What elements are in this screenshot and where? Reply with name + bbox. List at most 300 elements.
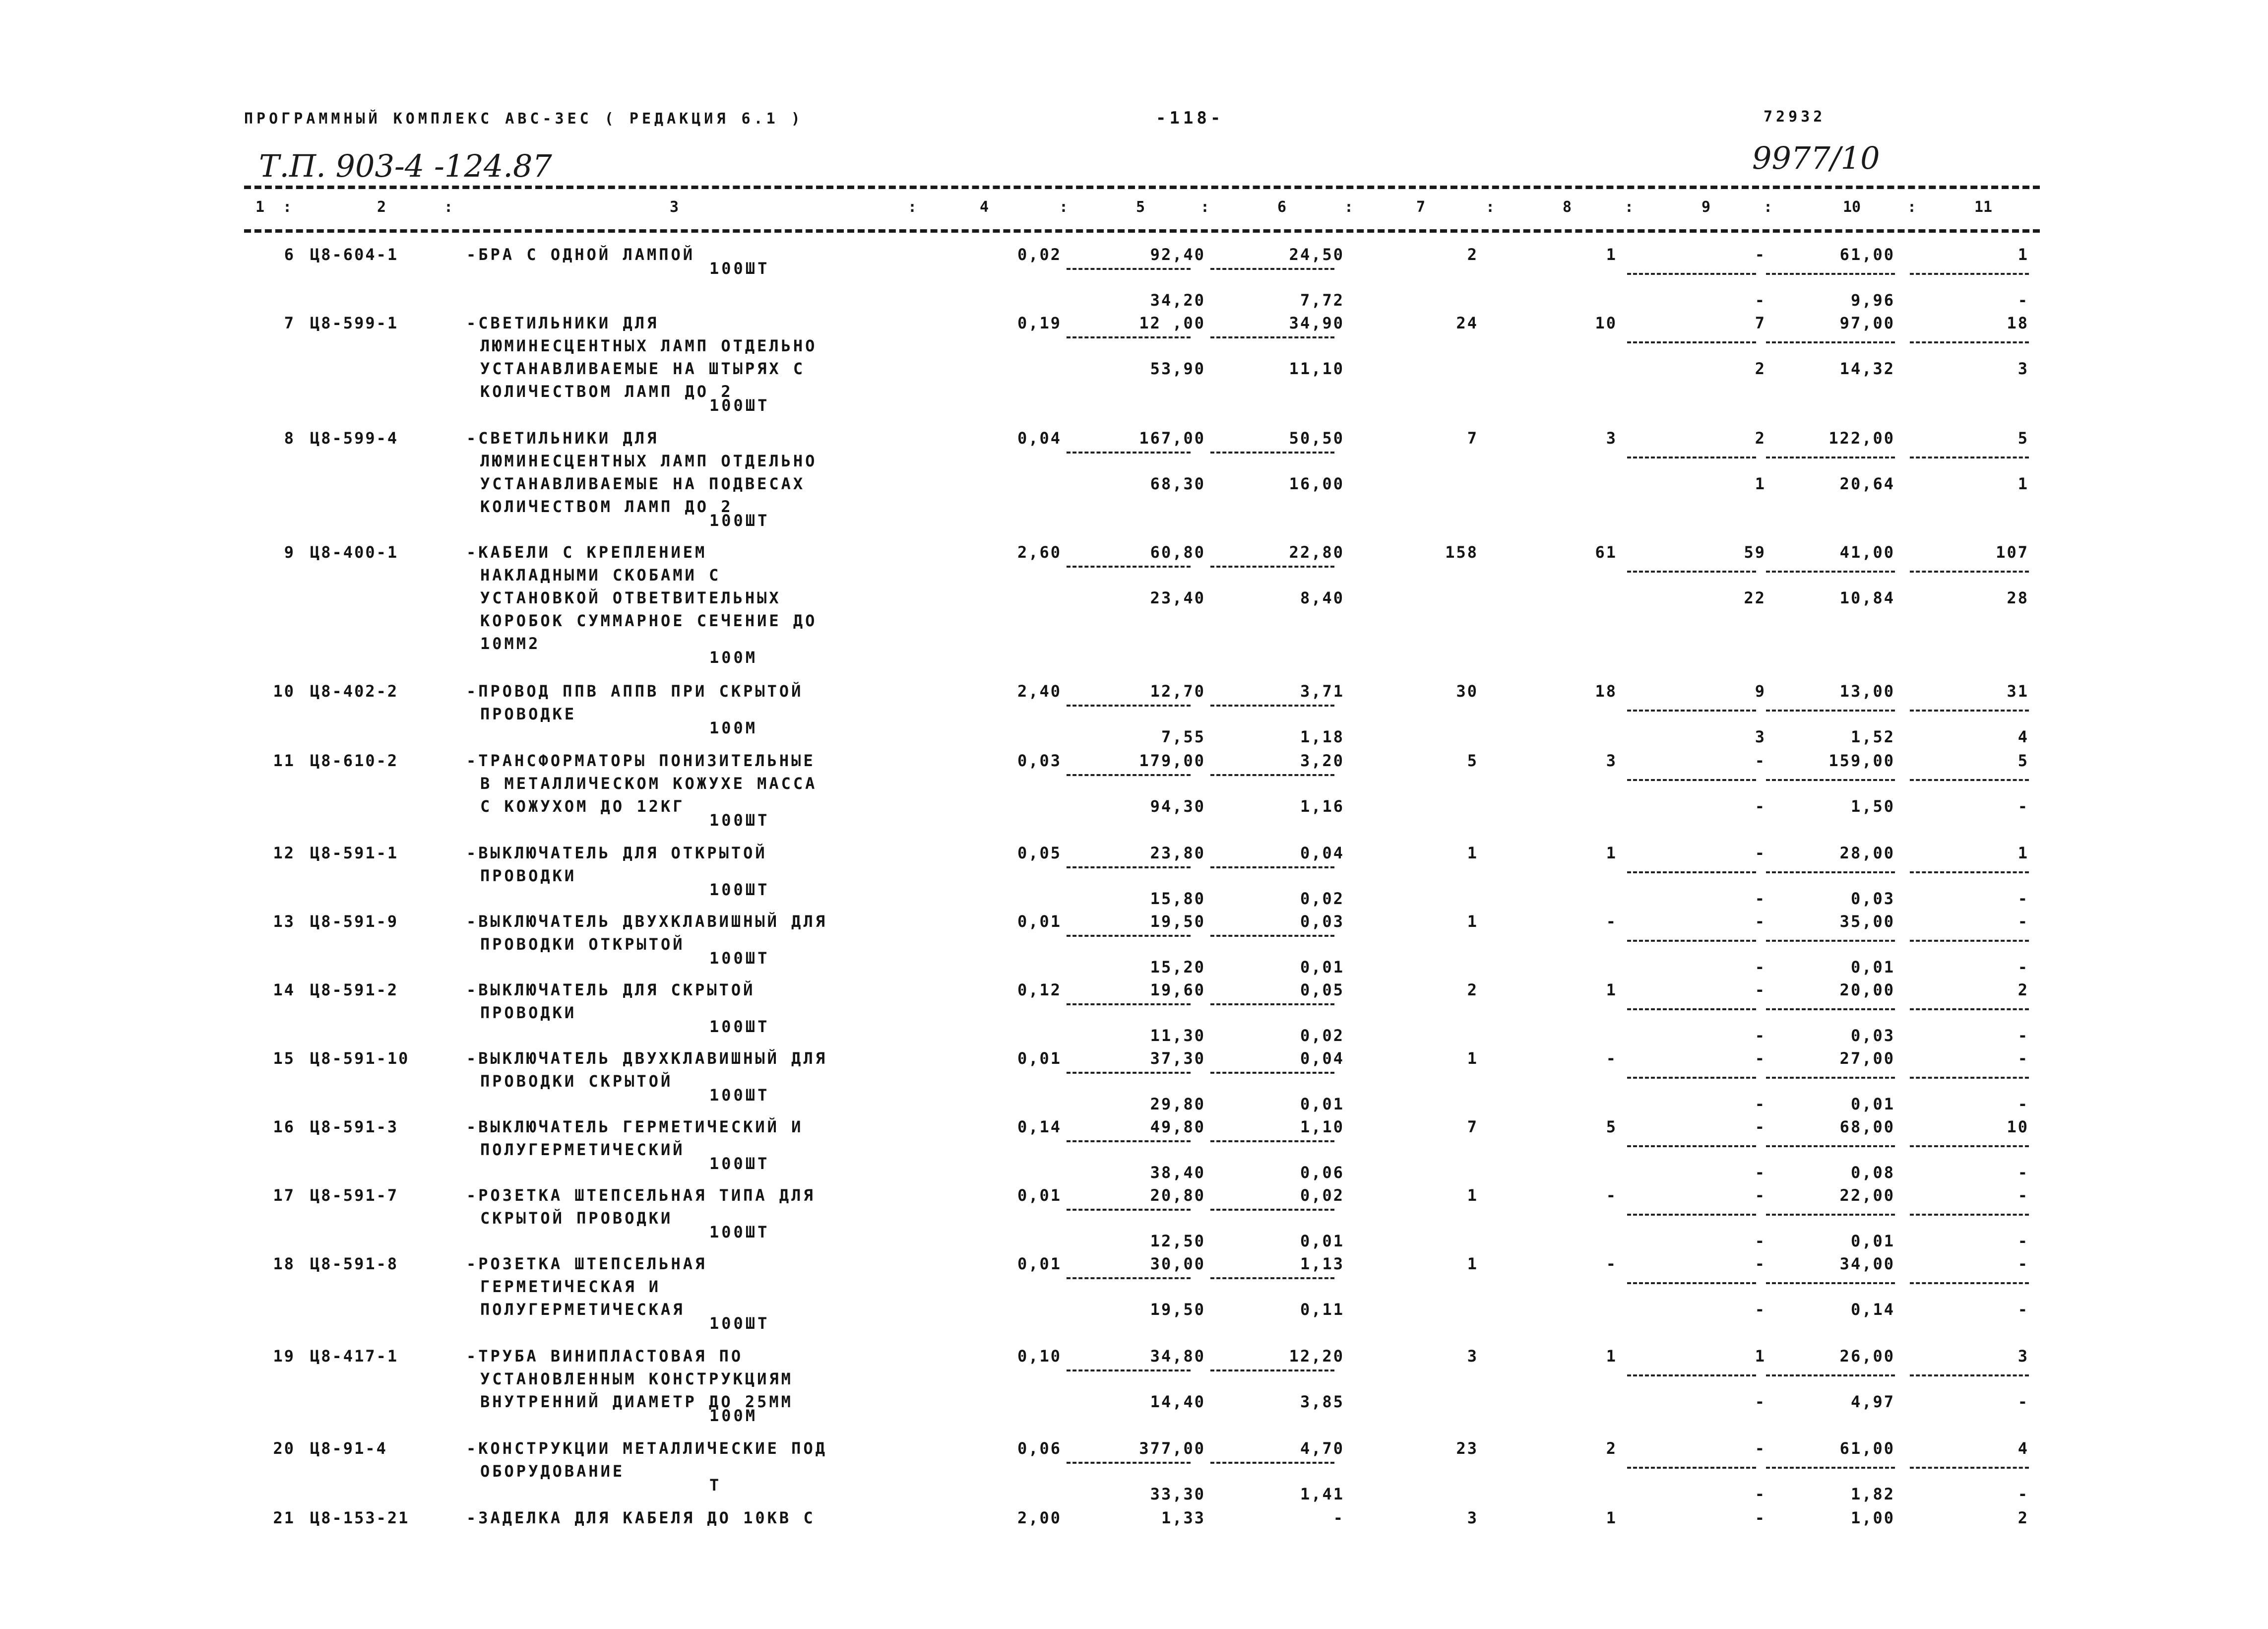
- cell-labor-11: 4: [2017, 727, 2029, 746]
- cell-p5: 179,00: [1139, 751, 1205, 770]
- cell-labor-5: 15,20: [1150, 958, 1205, 977]
- row-number: 12: [273, 844, 295, 862]
- dash-line: [1910, 710, 2029, 712]
- cell-c10: 13,00: [1839, 682, 1895, 701]
- dash-line: [1627, 1077, 1756, 1079]
- column-separator: :: [1344, 198, 1354, 216]
- work-description: -ВЫКЛЮЧАТЕЛЬ ГЕРМЕТИЧЕСКИЙ И: [466, 1117, 804, 1136]
- cell-c8: 1: [1606, 245, 1617, 264]
- column-separator: :: [1059, 198, 1069, 216]
- dash-line: [1067, 1003, 1191, 1005]
- norm-code: Ц8-599-4: [310, 429, 399, 448]
- cell-p6: 4,70: [1300, 1439, 1344, 1458]
- norm-code: Ц8-591-7: [310, 1186, 399, 1205]
- cell-labor-10: 0,03: [1850, 1026, 1895, 1045]
- cell-c11: 10: [2007, 1117, 2029, 1136]
- program-header: ПРОГРАММНЫЙ КОМПЛЕКС АВС-3ЕС ( РЕДАКЦИЯ 6.1 ): [244, 110, 804, 128]
- page-number: -118-: [1156, 108, 1224, 128]
- work-description: ПОЛУГЕРМЕТИЧЕСКАЯ: [480, 1300, 685, 1319]
- cell-c10: 97,00: [1839, 314, 1895, 332]
- cell-c7: 158: [1445, 543, 1478, 562]
- work-description: -ВЫКЛЮЧАТЕЛЬ ДЛЯ СКРЫТОЙ: [466, 980, 756, 999]
- cell-labor-9: -: [1755, 291, 1766, 310]
- cell-c7: 1: [1467, 1254, 1478, 1273]
- cell-c8: 10: [1595, 314, 1617, 332]
- cell-c11: -: [2017, 1049, 2029, 1068]
- cell-p5: 19,50: [1150, 912, 1205, 931]
- cell-labor-5: 33,30: [1150, 1485, 1205, 1503]
- cell-p6: 0,04: [1300, 1049, 1344, 1068]
- dash-line: [1210, 1072, 1334, 1074]
- work-description: ПОЛУГЕРМЕТИЧЕСКИЙ: [480, 1140, 685, 1159]
- cell-c8: 1: [1606, 980, 1617, 999]
- work-description: -РОЗЕТКА ШТЕПСЕЛЬНАЯ ТИПА ДЛЯ: [466, 1186, 816, 1205]
- cell-qty: 0,19: [1017, 314, 1062, 332]
- row-number: 10: [273, 682, 295, 701]
- cell-c9: -: [1755, 1186, 1766, 1205]
- dash-line: [1766, 779, 1895, 781]
- dash-line: [1910, 1282, 2029, 1284]
- dash-line: [1627, 1467, 1756, 1469]
- cell-c10: 68,00: [1839, 1117, 1895, 1136]
- cell-p6: 0,03: [1300, 912, 1344, 931]
- cell-labor-10: 1,82: [1850, 1485, 1895, 1503]
- cell-p5: 30,00: [1150, 1254, 1205, 1273]
- dash-line: [1766, 571, 1895, 573]
- column-number-1: 1: [255, 198, 265, 216]
- column-separator: :: [1764, 198, 1773, 216]
- cell-labor-11: -: [2017, 1392, 2029, 1411]
- work-description: -ЗАДЕЛКА ДЛЯ КАБЕЛЯ ДО 10КВ С: [466, 1508, 816, 1527]
- cell-labor-11: 1: [2017, 474, 2029, 493]
- cell-labor-9: -: [1755, 1026, 1766, 1045]
- row-number: 15: [273, 1049, 295, 1068]
- cell-c11: 5: [2017, 429, 2029, 448]
- cell-c7: 1: [1467, 844, 1478, 862]
- cell-labor-6: 0,01: [1300, 958, 1344, 977]
- cell-labor-10: 0,01: [1850, 1095, 1895, 1113]
- cell-p5: 34,80: [1150, 1347, 1205, 1366]
- cell-c11: -: [2017, 1254, 2029, 1273]
- dash-line: [1910, 940, 2029, 942]
- cell-labor-11: -: [2017, 1485, 2029, 1503]
- work-description: ЛЮМИНЕСЦЕНТНЫХ ЛАМП ОТДЕЛЬНО: [480, 452, 818, 470]
- cell-p6: 34,90: [1289, 314, 1344, 332]
- work-description: -БРА С ОДНОЙ ЛАМПОЙ: [466, 245, 695, 264]
- dash-line: [1627, 940, 1756, 942]
- cell-p5: 12,70: [1150, 682, 1205, 701]
- dash-line: [1210, 866, 1334, 868]
- dash-line: [1067, 935, 1191, 937]
- cell-qty: 0,10: [1017, 1347, 1062, 1366]
- cell-qty: 2,40: [1017, 682, 1062, 701]
- unit-of-measure: 100ШТ: [709, 259, 770, 278]
- work-description: ПРОВОДКИ ОТКРЫТОЙ: [480, 935, 685, 954]
- dash-line: [1627, 1282, 1756, 1284]
- dash-line: [1627, 341, 1756, 343]
- cell-labor-5: 53,90: [1150, 359, 1205, 378]
- cell-c8: 1: [1606, 1347, 1617, 1366]
- row-number: 14: [273, 980, 295, 999]
- work-description: ПРОВОДКИ: [480, 1003, 577, 1022]
- cell-p6: 24,50: [1289, 245, 1344, 264]
- cell-c9: -: [1755, 1254, 1766, 1273]
- cell-c7: 7: [1467, 1117, 1478, 1136]
- cell-c11: 2: [2017, 1508, 2029, 1527]
- cell-qty: 0,06: [1017, 1439, 1062, 1458]
- cell-c8: 2: [1606, 1439, 1617, 1458]
- dash-line: [1067, 566, 1191, 568]
- cell-p6: 22,80: [1289, 543, 1344, 562]
- cell-labor-10: 14,32: [1839, 359, 1895, 378]
- dash-line: [1627, 710, 1756, 712]
- cell-p5: 37,30: [1150, 1049, 1205, 1068]
- cell-c10: 122,00: [1828, 429, 1895, 448]
- work-description: 10ММ2: [480, 634, 541, 653]
- header-rule-bottom: [244, 229, 2040, 233]
- dash-line: [1910, 341, 2029, 343]
- cell-labor-5: 19,50: [1150, 1300, 1205, 1319]
- column-number-9: 9: [1701, 198, 1711, 216]
- cell-c11: 31: [2007, 682, 2029, 701]
- cell-p6: 50,50: [1289, 429, 1344, 448]
- cell-labor-9: -: [1755, 958, 1766, 977]
- cell-labor-11: -: [2017, 1026, 2029, 1045]
- row-number: 21: [273, 1508, 295, 1527]
- column-separator: :: [444, 198, 453, 216]
- cell-p5: 23,80: [1150, 844, 1205, 862]
- cell-c9: 9: [1755, 682, 1766, 701]
- cell-labor-10: 0,01: [1850, 958, 1895, 977]
- dash-line: [1210, 336, 1334, 338]
- cell-c8: 61: [1595, 543, 1617, 562]
- cell-labor-10: 10,84: [1839, 588, 1895, 607]
- dash-line: [1766, 456, 1895, 458]
- row-number: 7: [284, 314, 295, 332]
- dash-line: [1910, 1214, 2029, 1216]
- cell-labor-10: 4,97: [1850, 1392, 1895, 1411]
- cell-qty: 0,12: [1017, 980, 1062, 999]
- dash-line: [1210, 566, 1334, 568]
- dash-line: [1627, 273, 1756, 275]
- work-description: -ТРАНСФОРМАТОРЫ ПОНИЗИТЕЛЬНЫЕ: [466, 751, 816, 770]
- dash-line: [1210, 1462, 1334, 1464]
- cell-c8: -: [1606, 1186, 1617, 1205]
- cell-c9: 59: [1744, 543, 1766, 562]
- cell-c10: 61,00: [1839, 1439, 1895, 1458]
- cell-c7: 2: [1467, 245, 1478, 264]
- dash-line: [1766, 940, 1895, 942]
- cell-c11: -: [2017, 912, 2029, 931]
- work-description: ГЕРМЕТИЧЕСКАЯ И: [480, 1277, 661, 1296]
- cell-labor-10: 0,14: [1850, 1300, 1895, 1319]
- dash-line: [1067, 1369, 1191, 1371]
- cell-p5: 60,80: [1150, 543, 1205, 562]
- cell-labor-6: 0,11: [1300, 1300, 1344, 1319]
- cell-labor-6: 0,02: [1300, 889, 1344, 908]
- work-description: СКРЫТОЙ ПРОВОДКИ: [480, 1209, 673, 1228]
- column-number-7: 7: [1416, 198, 1426, 216]
- cell-labor-9: -: [1755, 1095, 1766, 1113]
- cell-labor-5: 23,40: [1150, 588, 1205, 607]
- cell-c7: 1: [1467, 912, 1478, 931]
- cell-labor-9: -: [1755, 797, 1766, 816]
- dash-line: [1210, 452, 1334, 454]
- cell-labor-9: -: [1755, 889, 1766, 908]
- dash-line: [1910, 1467, 2029, 1469]
- cell-c7: 2: [1467, 980, 1478, 999]
- unit-of-measure: 100М: [709, 718, 758, 737]
- work-description: -РОЗЕТКА ШТЕПСЕЛЬНАЯ: [466, 1254, 707, 1273]
- cell-p6: 0,04: [1300, 844, 1344, 862]
- row-number: 16: [273, 1117, 295, 1136]
- work-description: КОЛИЧЕСТВОМ ЛАМП ДО 2: [480, 382, 733, 401]
- cell-labor-5: 12,50: [1150, 1232, 1205, 1250]
- norm-code: Ц8-402-2: [310, 682, 399, 701]
- cell-labor-9: -: [1755, 1300, 1766, 1319]
- cell-p5: 20,80: [1150, 1186, 1205, 1205]
- unit-of-measure: 100ШТ: [709, 811, 770, 830]
- cell-p5: 1,33: [1161, 1508, 1205, 1527]
- cell-c10: 22,00: [1839, 1186, 1895, 1205]
- dash-line: [1210, 1003, 1334, 1005]
- work-description: -ВЫКЛЮЧАТЕЛЬ ДВУХКЛАВИШНЫЙ ДЛЯ: [466, 1049, 827, 1068]
- dash-line: [1910, 1008, 2029, 1010]
- norm-code: Ц8-400-1: [310, 543, 399, 562]
- cell-labor-6: 0,01: [1300, 1232, 1344, 1250]
- row-number: 18: [273, 1254, 295, 1273]
- cell-labor-5: 14,40: [1150, 1392, 1205, 1411]
- cell-labor-11: -: [2017, 797, 2029, 816]
- norm-code: Ц8-591-9: [310, 912, 399, 931]
- project-number: Т.П. 903-4 -124.87: [259, 148, 552, 184]
- cell-c8: 5: [1606, 1117, 1617, 1136]
- cell-c11: 2: [2017, 980, 2029, 999]
- cell-p6: 1,10: [1300, 1117, 1344, 1136]
- norm-code: Ц8-591-3: [310, 1117, 399, 1136]
- row-number: 17: [273, 1186, 295, 1205]
- dash-line: [1910, 779, 2029, 781]
- norm-code: Ц8-591-8: [310, 1254, 399, 1273]
- column-separator: :: [1200, 198, 1210, 216]
- cell-p6: -: [1333, 1508, 1344, 1527]
- cell-labor-9: -: [1755, 1392, 1766, 1411]
- column-separator: :: [1625, 198, 1634, 216]
- dash-line: [1210, 1277, 1334, 1279]
- norm-code: Ц8-591-1: [310, 844, 399, 862]
- norm-code: Ц8-604-1: [310, 245, 399, 264]
- dash-line: [1067, 866, 1191, 868]
- cell-c9: -: [1755, 844, 1766, 862]
- work-description: -КАБЕЛИ С КРЕПЛЕНИЕМ: [466, 543, 707, 562]
- cell-c10: 159,00: [1828, 751, 1895, 770]
- work-description: -ТРУБА ВИНИПЛАСТОВАЯ ПО: [466, 1347, 744, 1366]
- row-number: 11: [273, 751, 295, 770]
- cell-c7: 3: [1467, 1347, 1478, 1366]
- cell-labor-10: 0,01: [1850, 1232, 1895, 1250]
- dash-line: [1627, 1145, 1756, 1147]
- cell-c7: 3: [1467, 1508, 1478, 1527]
- cell-labor-10: 20,64: [1839, 474, 1895, 493]
- cell-c9: -: [1755, 1049, 1766, 1068]
- work-description: В МЕТАЛЛИЧЕСКОМ КОЖУХЕ МАССА: [480, 774, 818, 793]
- cell-c8: 1: [1606, 844, 1617, 862]
- column-number-8: 8: [1563, 198, 1572, 216]
- cell-labor-11: -: [2017, 1300, 2029, 1319]
- cell-c10: 27,00: [1839, 1049, 1895, 1068]
- cell-labor-10: 0,03: [1850, 889, 1895, 908]
- cell-p6: 3,71: [1300, 682, 1344, 701]
- cell-p5: 19,60: [1150, 980, 1205, 999]
- cell-c9: -: [1755, 1117, 1766, 1136]
- cell-p6: 3,20: [1300, 751, 1344, 770]
- work-description: ПРОВОДКИ: [480, 866, 577, 885]
- cell-c10: 26,00: [1839, 1347, 1895, 1366]
- cell-c7: 7: [1467, 429, 1478, 448]
- norm-code: Ц8-417-1: [310, 1347, 399, 1366]
- cell-labor-11: 28: [2007, 588, 2029, 607]
- cell-c10: 41,00: [1839, 543, 1895, 562]
- dash-line: [1910, 456, 2029, 458]
- cell-labor-10: 1,50: [1850, 797, 1895, 816]
- dash-line: [1627, 456, 1756, 458]
- cell-labor-10: 9,96: [1850, 291, 1895, 310]
- cell-c9: -: [1755, 245, 1766, 264]
- column-number-5: 5: [1136, 198, 1145, 216]
- cell-c11: 18: [2007, 314, 2029, 332]
- dash-line: [1766, 1008, 1895, 1010]
- norm-code: Ц8-591-2: [310, 980, 399, 999]
- cell-qty: 0,04: [1017, 429, 1062, 448]
- cell-c7: 30: [1456, 682, 1478, 701]
- cell-c11: 3: [2017, 1347, 2029, 1366]
- work-description: ОБОРУДОВАНИЕ: [480, 1462, 625, 1481]
- work-description: УСТАНОВКОЙ ОТВЕТВИТЕЛЬНЫХ: [480, 588, 781, 607]
- dash-line: [1067, 268, 1191, 270]
- cell-c8: -: [1606, 1049, 1617, 1068]
- work-description: КОРОБОК СУММАРНОЕ СЕЧЕНИЕ ДО: [480, 611, 818, 630]
- cell-labor-9: -: [1755, 1232, 1766, 1250]
- cell-c11: 1: [2017, 245, 2029, 264]
- cell-labor-5: 94,30: [1150, 797, 1205, 816]
- dash-line: [1910, 1077, 2029, 1079]
- cell-p6: 0,05: [1300, 980, 1344, 999]
- norm-code: Ц8-591-10: [310, 1049, 410, 1068]
- cell-labor-5: 34,20: [1150, 291, 1205, 310]
- cell-c11: 5: [2017, 751, 2029, 770]
- dash-line: [1067, 1462, 1191, 1464]
- doc-code: 72932: [1764, 108, 1826, 126]
- cell-c9: -: [1755, 1508, 1766, 1527]
- dash-line: [1910, 1145, 2029, 1147]
- cell-c10: 20,00: [1839, 980, 1895, 999]
- cell-labor-9: 22: [1744, 588, 1766, 607]
- unit-of-measure: 100ШТ: [709, 1223, 770, 1241]
- unit-of-measure: 100ШТ: [709, 396, 770, 415]
- cell-qty: 0,01: [1017, 1049, 1062, 1068]
- column-separator: :: [908, 198, 917, 216]
- dash-line: [1766, 341, 1895, 343]
- dash-line: [1766, 1467, 1895, 1469]
- dash-line: [1627, 1214, 1756, 1216]
- cell-c9: 7: [1755, 314, 1766, 332]
- header-rule-top: [244, 186, 2040, 189]
- dash-line: [1067, 774, 1191, 776]
- dash-line: [1766, 1214, 1895, 1216]
- dash-line: [1766, 1374, 1895, 1376]
- cell-qty: 0,01: [1017, 912, 1062, 931]
- cell-qty: 0,01: [1017, 1186, 1062, 1205]
- cell-p5: 92,40: [1150, 245, 1205, 264]
- work-description: -КОНСТРУКЦИИ МЕТАЛЛИЧЕСКИЕ ПОД: [466, 1439, 827, 1458]
- cell-c10: 61,00: [1839, 245, 1895, 264]
- sheet-number: 9977/10: [1752, 140, 1880, 176]
- cell-c9: -: [1755, 751, 1766, 770]
- column-number-10: 10: [1843, 198, 1861, 216]
- dash-line: [1766, 710, 1895, 712]
- dash-line: [1210, 774, 1334, 776]
- cell-p6: 0,02: [1300, 1186, 1344, 1205]
- dash-line: [1627, 871, 1756, 873]
- work-description: НАКЛАДНЫМИ СКОБАМИ С: [480, 566, 721, 585]
- dash-line: [1627, 779, 1756, 781]
- dash-line: [1067, 336, 1191, 338]
- cell-qty: 2,00: [1017, 1508, 1062, 1527]
- cell-c8: 18: [1595, 682, 1617, 701]
- unit-of-measure: 100М: [709, 1406, 758, 1425]
- dash-line: [1210, 1209, 1334, 1211]
- cell-p5: 377,00: [1139, 1439, 1205, 1458]
- dash-line: [1067, 452, 1191, 454]
- dash-line: [1766, 273, 1895, 275]
- unit-of-measure: Т: [709, 1476, 722, 1495]
- cell-p6: 12,20: [1289, 1347, 1344, 1366]
- column-separator: :: [1907, 198, 1917, 216]
- cell-c11: -: [2017, 1186, 2029, 1205]
- unit-of-measure: 100М: [709, 648, 758, 667]
- cell-labor-6: 0,02: [1300, 1026, 1344, 1045]
- column-number-3: 3: [670, 198, 679, 216]
- dash-line: [1766, 1077, 1895, 1079]
- cell-qty: 0,14: [1017, 1117, 1062, 1136]
- cell-c9: -: [1755, 980, 1766, 999]
- column-separator: :: [1486, 198, 1495, 216]
- row-number: 8: [284, 429, 295, 448]
- dash-line: [1210, 268, 1334, 270]
- column-number-2: 2: [377, 198, 386, 216]
- cell-c9: 2: [1755, 429, 1766, 448]
- cell-c7: 1: [1467, 1186, 1478, 1205]
- column-number-4: 4: [980, 198, 989, 216]
- cell-c8: 3: [1606, 429, 1617, 448]
- cell-qty: 0,02: [1017, 245, 1062, 264]
- cell-labor-11: -: [2017, 1095, 2029, 1113]
- cell-c11: 107: [1996, 543, 2029, 562]
- dash-line: [1910, 571, 2029, 573]
- work-description: ЛЮМИНЕСЦЕНТНЫХ ЛАМП ОТДЕЛЬНО: [480, 336, 818, 355]
- cell-labor-9: -: [1755, 1485, 1766, 1503]
- work-description: ПРОВОДКЕ: [480, 705, 577, 723]
- unit-of-measure: 100ШТ: [709, 880, 770, 899]
- cell-labor-11: -: [2017, 958, 2029, 977]
- cell-labor-10: 0,08: [1850, 1163, 1895, 1182]
- cell-c10: 28,00: [1839, 844, 1895, 862]
- dash-line: [1210, 705, 1334, 707]
- cell-p5: 167,00: [1139, 429, 1205, 448]
- cell-labor-11: -: [2017, 291, 2029, 310]
- work-description: -СВЕТИЛЬНИКИ ДЛЯ: [466, 429, 659, 448]
- cell-labor-6: 3,85: [1300, 1392, 1344, 1411]
